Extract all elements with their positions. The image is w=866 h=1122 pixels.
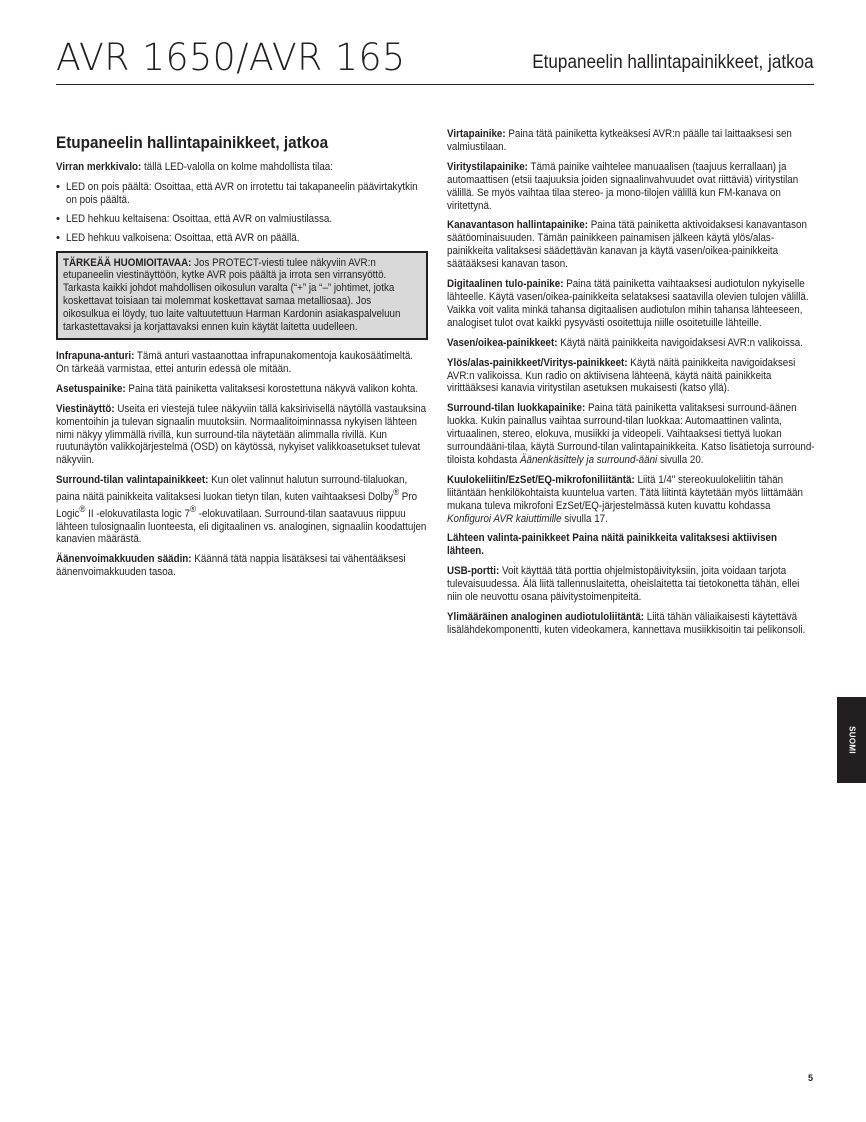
power-button-paragraph bbox=[447, 128, 817, 154]
source-select-label: Lähteen valinta-painikkeet Paina näitä painikkeita valitaksesi aktiivisen lähteen. bbox=[447, 532, 777, 558]
display-paragraph bbox=[56, 403, 428, 468]
tuning-mode-paragraph bbox=[447, 161, 817, 213]
setup-label: Asetuspainike: bbox=[56, 382, 126, 395]
power-led-paragraph bbox=[56, 161, 428, 174]
aux-input-label: Ylimääräinen analoginen audiotuloliitäntä: bbox=[447, 611, 645, 623]
display-text: Useita eri viestejä tulee näkyviin tällä kaksirivisellä näytöllä vastauksina komentoihin ja tulevan signaalin muutoksiin. Normaalitoiminnassa nykyisen lähteen nimi näkyy ylimmällä rivillä, kun surround-tila näytetään alimmalla rivillä. Kun ruutunäytön valikkojärjestelmä (OSD) on käytössä, nykyiset valikkoasetukset tulevat näkyviin. bbox=[56, 402, 427, 467]
headphone-paragraph bbox=[447, 474, 817, 526]
up-down-label: Ylös/alas-painikkeet/Viritys-painikkeet: bbox=[447, 356, 628, 369]
led-state-list bbox=[56, 181, 428, 245]
up-down-text: Käytä näitä painikkeita navigoidaksesi AVR:n valikoissa. Kun radio on aktiivisena lähteenä, käytä näitä painikkeita virittääksesi kanavia viritystilan asetuksen mukaisesti (katso yllä). bbox=[447, 356, 796, 395]
volume-label: Äänenvoimakkuuden säädin: bbox=[56, 553, 192, 566]
ir-sensor-text: Tämä anturi vastaanottaa infrapunakomentoja kaukosäätimeltä. On tärkeää varmistaa, ettei anturin edessä ole mitään. bbox=[56, 349, 413, 375]
digital-input-text: Paina tätä painiketta vaihtaaksesi audiotulon nykyiselle lähteelle. Käytä vasen/oikea-painikkeita selataksesi saatavilla olevien tulojen välillä. Vaikka voit valita minkä tahansa digitaalisen audiotulon mihin tahansa lähteeseen, analogiset tulot ovat kaikki pysyvästi osoitettuja niille osoitetuille lähteille. bbox=[447, 278, 809, 329]
list-item: • LED hehkuu keltaisena: Osoittaa, että AVR on valmiustilassa. bbox=[56, 213, 428, 226]
volume-text: Käännä tätä nappia lisätäksesi tai vähentääksesi äänenvoimakkuuden tasoa. bbox=[56, 553, 406, 579]
surround-select-text-2: Pro Logic bbox=[56, 490, 418, 520]
setup-text: Paina tätä painiketta valitaksesi korostettuna näkyvä valikon kohta. bbox=[125, 382, 419, 395]
headphone-text: Liitä 1/4" stereokuulokeliitin tähän liitäntään henkilökohtaista kuuntelua varten. Tätä liitintä käytetään myös liittämään mukana tuleva mikrofoni EzSet/EQ-järjestelmässä kuten kuvattu kohdassa bbox=[447, 473, 803, 512]
power-led-text: tällä LED-valolla on kolme mahdollista tilaa: bbox=[141, 161, 333, 173]
aux-input-text: Liitä tähän väliaikaisesti käytettävä lisälähdekomponentti, kuten videokamera, kannettava musiikkisoitin tai pelikonsoli. bbox=[447, 611, 806, 636]
source-select-paragraph bbox=[447, 532, 817, 558]
left-right-text: Käytä näitä painikkeita navigoidaksesi AVR:n valikoissa. bbox=[557, 336, 803, 349]
usb-port-paragraph bbox=[447, 565, 817, 604]
setup-paragraph bbox=[56, 383, 428, 396]
channel-level-text: Paina tätä painiketta aktivoidaksesi kanavantason säätöominaisuuden. Tämän painikkeen painamisen jälkeen käytä ylös/alas-painikkeita valitaksesi säädettävän kanavan ja käytä vasen/oikea-painikkeita säätääksesi kanavan tason. bbox=[447, 219, 807, 271]
left-right-label: Vasen/oikea-painikkeet: bbox=[447, 336, 558, 349]
digital-input-label: Digitaalinen tulo-painike: bbox=[447, 278, 564, 291]
power-button-text: Paina tätä painiketta kytkeäksesi AVR:n päälle tai laittaaksesi sen valmiustilaan. bbox=[447, 128, 792, 153]
language-tab-label: SUOMI bbox=[847, 726, 856, 754]
notice-text: Jos PROTECT-viesti tulee näkyviin AVR:n etupaneelin viestinäyttöön, kytke AVR pois päältä ja irrota sen virransyöttö. Tarkasta kaikki johdot mahdollisen oikosulun varalta (“+” ja “–” johtimet, jotka koskettavat toisiaan tai molemmat koskettavat samaa metalliosaa). Jos oikosulkua ei löydy, tuo laite valtuutettuun Harman Kardonin asiakaspalveluun tarkastettavaksi ja korjattavaksi ennen kuin käytät laitetta uudelleen. bbox=[63, 256, 401, 334]
language-tab bbox=[837, 697, 866, 783]
surround-category-page: sivulla 20. bbox=[657, 453, 704, 466]
registered-mark: ® bbox=[393, 487, 400, 499]
notice-label: TÄRKEÄÄ HUOMIOITAVAA: bbox=[63, 256, 192, 269]
channel-level-label: Kanavantason hallintapainike: bbox=[447, 219, 588, 232]
list-item: • LED on pois päältä: Osoittaa, että AVR on irrotettu tai takapaneelin päävirtakytkin on pois päältä. bbox=[56, 181, 428, 207]
up-down-paragraph bbox=[447, 357, 817, 396]
ir-sensor-label: Infrapuna-anturi: bbox=[56, 349, 135, 362]
headphone-reference: Konfiguroi AVR kaiuttimille bbox=[447, 512, 562, 525]
tuning-mode-label: Viritystilapainike: bbox=[447, 160, 528, 173]
tuning-mode-text: Tämä painike vaihtelee manuaalisen (taajuus kerrallaan) ja automaattisen (etsii taajuuksia joiden signaalinvahvuudet ovat riittäviä) viritystilan välillä. Se myös vaihtaa tilaa stereo- ja mono-tilojen välillä kun FM-kanava on viritettynä. bbox=[447, 160, 799, 212]
section-heading: Etupaneelin hallintapainikkeet, jatkoa bbox=[56, 133, 329, 152]
volume-paragraph bbox=[56, 553, 428, 579]
surround-select-text-4: -elokuvatilaan. Surround-tilan saatavuus riippuu lähteen tulosignaalin luonteesta, eli digitaalinen vs. analoginen, signaaliin koodattujen kanavien määrästä. bbox=[56, 507, 427, 546]
left-column bbox=[56, 133, 428, 586]
surround-select-text-3: II -elokuvatilasta logic 7 bbox=[85, 507, 190, 520]
headphone-page: sivulla 17. bbox=[561, 512, 608, 525]
left-right-paragraph bbox=[447, 337, 817, 350]
headphone-label: Kuulokeliitin/EzSet/EQ-mikrofoniliitäntä: bbox=[447, 473, 635, 486]
power-button-label: Virtapainike: bbox=[447, 128, 506, 140]
registered-mark: ® bbox=[189, 503, 197, 515]
display-label: Viestinäyttö: bbox=[56, 402, 115, 415]
surround-select-paragraph bbox=[56, 474, 428, 546]
header-section-title: Etupaneelin hallintapainikkeet, jatkoa bbox=[532, 52, 814, 73]
usb-port-text: Voit käyttää tätä porttia ohjelmistopäivityksiin, joita voidaan tarjota tulevaisuudessa. Älä liitä tallennuslaitetta, oheislaitetta tai tietokonetta tähän, ellei niin ole neuvottu osana päivitystoimenpiteitä. bbox=[447, 565, 800, 604]
power-led-label: Virran merkkivalo: bbox=[56, 161, 142, 173]
surround-category-reference: Äänenkäsittely ja surround-ääni bbox=[519, 453, 658, 466]
surround-category-label: Surround-tilan luokkapainike: bbox=[447, 402, 586, 415]
aux-input-paragraph bbox=[447, 611, 817, 637]
surround-select-text-1: Kun olet valinnut halutun surround-tilaluokan, paina näitä painikkeita valitaksesi luokan tietyn tilan, kuten vaihtaaksesi Dolby bbox=[56, 474, 408, 503]
channel-level-paragraph bbox=[447, 219, 817, 271]
ir-sensor-paragraph bbox=[56, 350, 428, 376]
page-number: 5 bbox=[808, 1073, 814, 1083]
digital-input-paragraph bbox=[447, 278, 817, 330]
important-notice-box bbox=[56, 251, 428, 340]
model-title: AVR 1650/AVR 165 bbox=[56, 36, 406, 79]
surround-select-label: Surround-tilan valintapainikkeet: bbox=[56, 474, 209, 487]
surround-category-paragraph bbox=[447, 402, 817, 467]
registered-mark: ® bbox=[79, 503, 86, 515]
surround-category-text: Paina tätä painiketta valitaksesi surround-äänen luokka. Kukin painallus vaihtaa surround-tilan luokkaa: Automaattinen valinta, virtuaalinen, stereo, elokuva, musiikki ja videopeli. Vaihtaaksesi tiettyä luokan surroundääni-tilaa, käytä Surround-tilan valintapainikkeita. Katso lisätietoja surround-tiloista kohdasta bbox=[447, 402, 815, 466]
header-divider bbox=[56, 84, 814, 85]
usb-port-label: USB-portti: bbox=[447, 565, 500, 578]
right-column bbox=[447, 128, 817, 644]
list-item: • LED hehkuu valkoisena: Osoittaa, että AVR on päällä. bbox=[56, 232, 428, 245]
